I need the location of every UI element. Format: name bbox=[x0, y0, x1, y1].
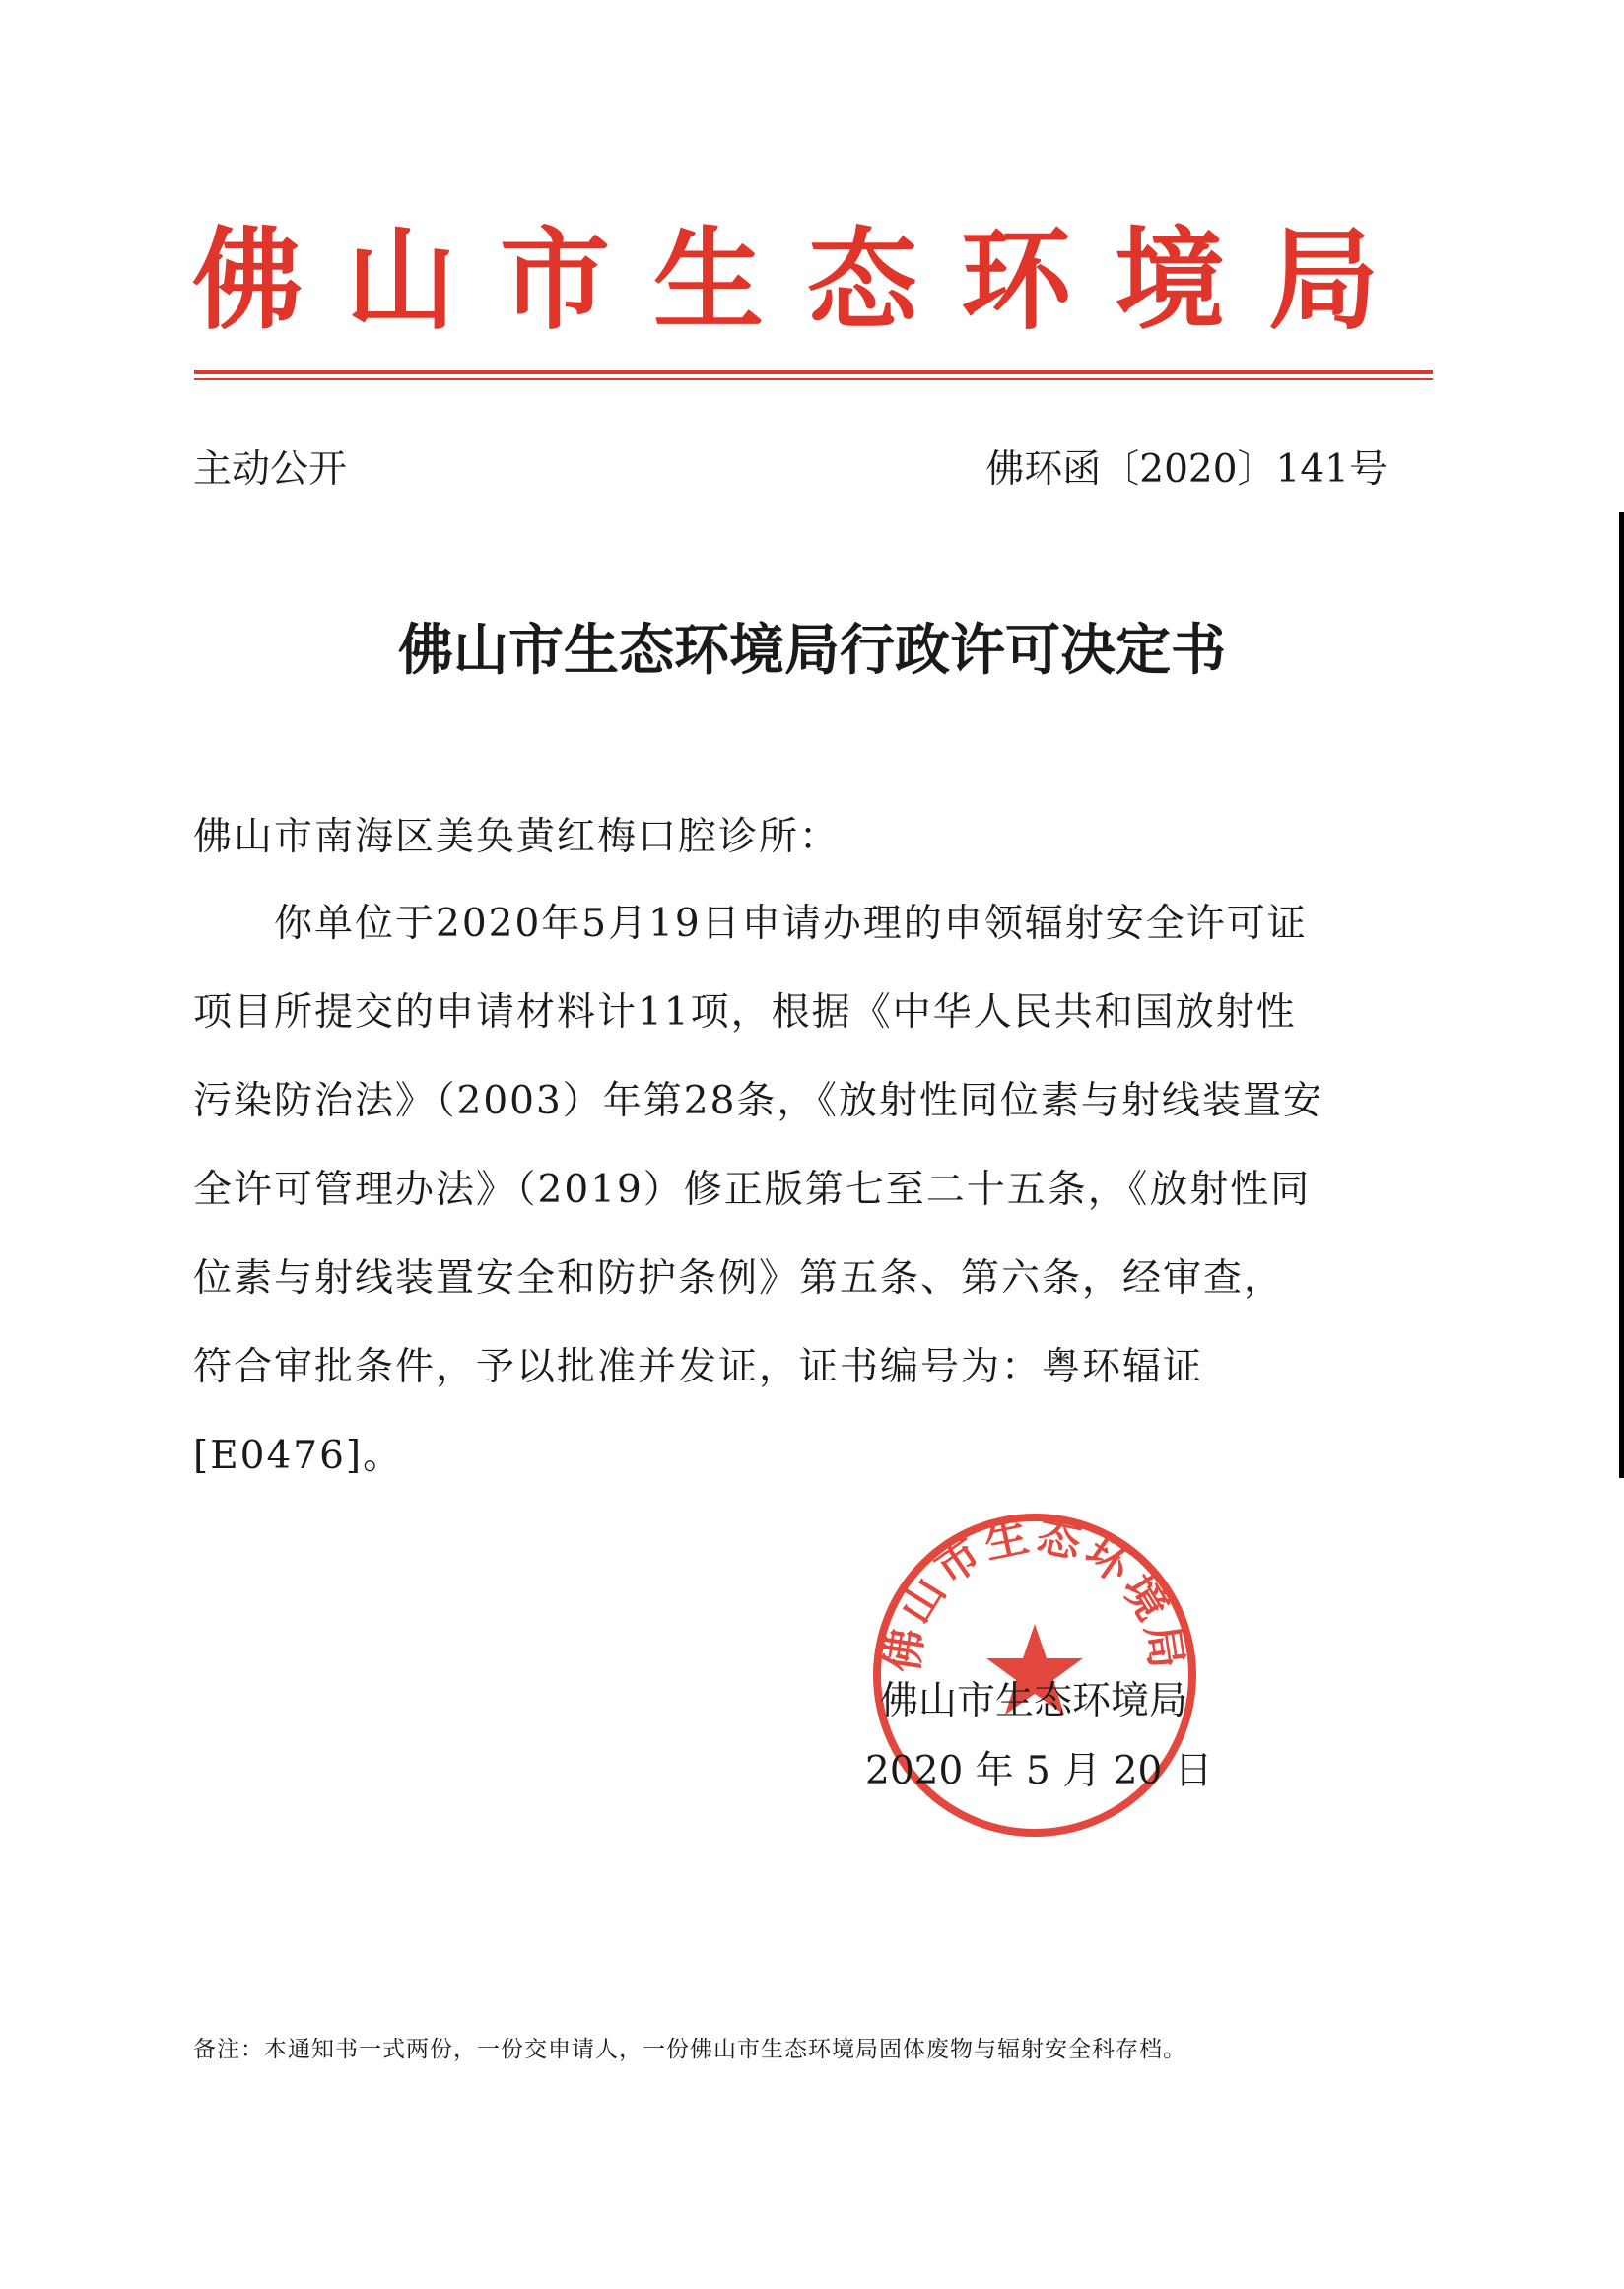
body-line: [E0476]。 bbox=[193, 1434, 404, 1478]
disclosure-label: 主动公开 bbox=[193, 447, 348, 492]
signature-org: 佛山市生态环境局 bbox=[880, 1679, 1188, 1723]
body-line: 项目所提交的申请材料计11项，根据《中华人民共和国放射性 bbox=[193, 990, 1297, 1035]
document-number: 佛环函〔2020〕141号 bbox=[985, 447, 1387, 492]
body-line: 位素与射线装置安全和防护条例》第五条、第六条，经审查， bbox=[193, 1256, 1285, 1301]
document-title: 佛山市生态环境局行政许可决定书 bbox=[398, 618, 1226, 683]
scan-edge-mark bbox=[1619, 512, 1624, 1478]
body-line: 符合审批条件，予以批准并发证，证书编号为：粤环辐证 bbox=[193, 1345, 1204, 1389]
signature-date: 2020 年 5 月 20 日 bbox=[865, 1749, 1213, 1793]
letterhead-agency-name: 佛山市生态环境局 bbox=[192, 217, 1422, 345]
body-line: 你单位于2020年5月19日申请办理的申领辐射安全许可证 bbox=[193, 902, 1308, 946]
body-line: 全许可管理办法》（2019）修正版第七至二十五条，《放射性同 bbox=[193, 1168, 1312, 1212]
letterhead-rule-thin bbox=[194, 378, 1433, 380]
body-line: 污染防治法》（2003）年第28条，《放射性同位素与射线装置安 bbox=[193, 1079, 1323, 1123]
seal-text: 佛山市生态环境局 bbox=[877, 1510, 1192, 1676]
addressee: 佛山市南海区美奂黄红梅口腔诊所： bbox=[193, 815, 841, 859]
letterhead-rule bbox=[194, 370, 1433, 374]
footnote: 备注：本通知书一式两份，一份交申请人，一份佛山市生态环境局固体废物与辐射安全科存档。 bbox=[193, 2037, 1186, 2062]
